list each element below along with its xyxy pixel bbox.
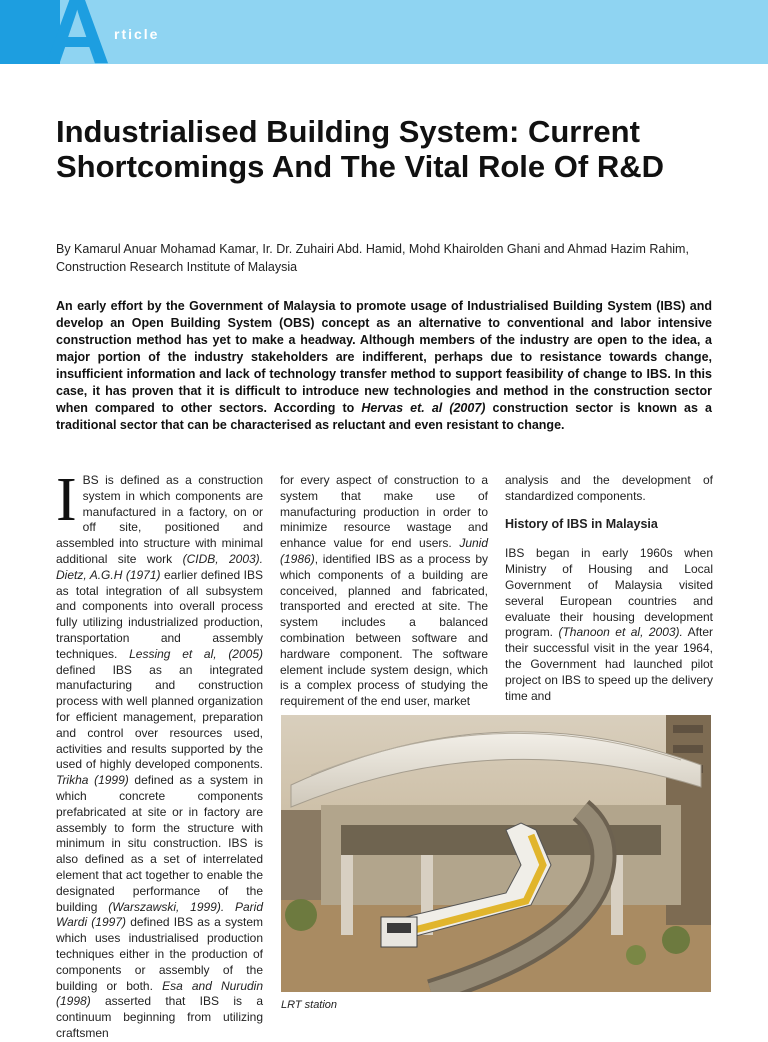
body-text: earlier defined IBS as total integration of all subsystem and components into overall process fully utilizing industrialized production, transportation and assembly techniques.: [56, 567, 263, 661]
citation: (Warszawski, 1999). Parid Wardi (1997): [56, 899, 264, 930]
body-text: BS is defined as a construction system in which components are manufactured in a factory, on or off site, positioned and assembled into structure with minimal additional site work: [56, 473, 263, 566]
body-text: defined as a system in which concrete components prefabricated at site or in factory are assembly to form the structure with minimum in situ construction. IBS is also defined as a set of interrelated element that act together to enable the designated performance of the building: [56, 773, 263, 914]
lrt-station-photo: [281, 715, 711, 992]
abstract-text: An early effort by the Government of Malaysia to promote usage of Industrialised Building System (IBS) and develop an Open Building System (OBS) concept as an alternative to conventional and labor intensive construction method has yet to make a headway. Although members of the industry are open to the idea, a major portion of the industry stakeholders are indifferent, perhaps due to resistance towards change, insufficient information and lack of technology transfer method to support feasibility of change to IBS. In this case, it has proven that it is difficult to introduce new technologies and method in the construction sector when compared to other sectors. According to: [56, 299, 712, 415]
photo-caption: LRT station: [281, 999, 338, 1011]
abstract-citation: Hervas et. al (2007): [361, 401, 486, 415]
body-column-2: [280, 473, 488, 710]
article-abstract: [56, 298, 712, 434]
body-text: defined IBS as an integrated manufacturing and construction process with well planned organization for efficient management, preparation and control over resources used, activities and results supported by the used of highly developed components.: [56, 662, 263, 772]
body-text: analysis and the development of standardized components.: [505, 473, 713, 503]
citation: Lessing et al, (2005): [129, 646, 264, 661]
section-initial: A: [44, 0, 111, 83]
article-byline: By Kamarul Anuar Mohamad Kamar, Ir. Dr. Zuhairi Abd. Hamid, Mohd Khairolden Ghani and Ahmad Hazim Rahim, Construction Research Institute of Malaysia: [56, 242, 689, 274]
body-text: , identified IBS as a process by which components of a building are conceived, planned and fabricated, transported and erected at site. The system includes a balanced combination between software and hardware component. The software element include system design, which is a complex process of studying the requirement of the end user, market: [280, 551, 488, 709]
body-text: IBS began in early 1960s when Ministry of Housing and Local Government of Malaysia visited several European countries and evaluate their housing development program.: [505, 546, 713, 640]
body-text: asserted that IBS is a continuum beginning from utilizing craftsmen: [56, 994, 263, 1040]
section-heading: History of IBS in Malaysia: [505, 516, 658, 531]
citation: Junid (1986): [280, 536, 488, 566]
body-column-3: [505, 473, 713, 704]
article-title: Industrialised Building System: Current Shortcomings And The Vital Role Of R&D: [56, 114, 664, 184]
abstract-text-end: construction sector is known as a traditional sector that can be characterised as reluctant and even resistant to change.: [56, 401, 712, 432]
citation: (CIDB, 2003). Dietz, A.G.H (1971): [56, 551, 263, 582]
drop-cap: I: [56, 466, 77, 534]
citation: (Thanoon et al, 2003).: [558, 625, 683, 640]
body-text: After their successful visit in the year 1964, the Government had launched pilot project on IBS to speed up the delivery time and: [505, 625, 713, 703]
body-text: defined IBS as a system which uses industrialised production techniques either in the production of components or assembly of the building or both.: [56, 915, 264, 993]
citation: Esa and Nurudin (1998): [56, 978, 264, 1009]
citation: Trikha (1999): [56, 773, 129, 788]
body-text: for every aspect of construction to a system that make use of manufacturing production in order to minimize resource wastage and enhance value for end users.: [280, 473, 488, 551]
body-column-1: [56, 466, 264, 1042]
section-label: rticle: [114, 26, 160, 42]
